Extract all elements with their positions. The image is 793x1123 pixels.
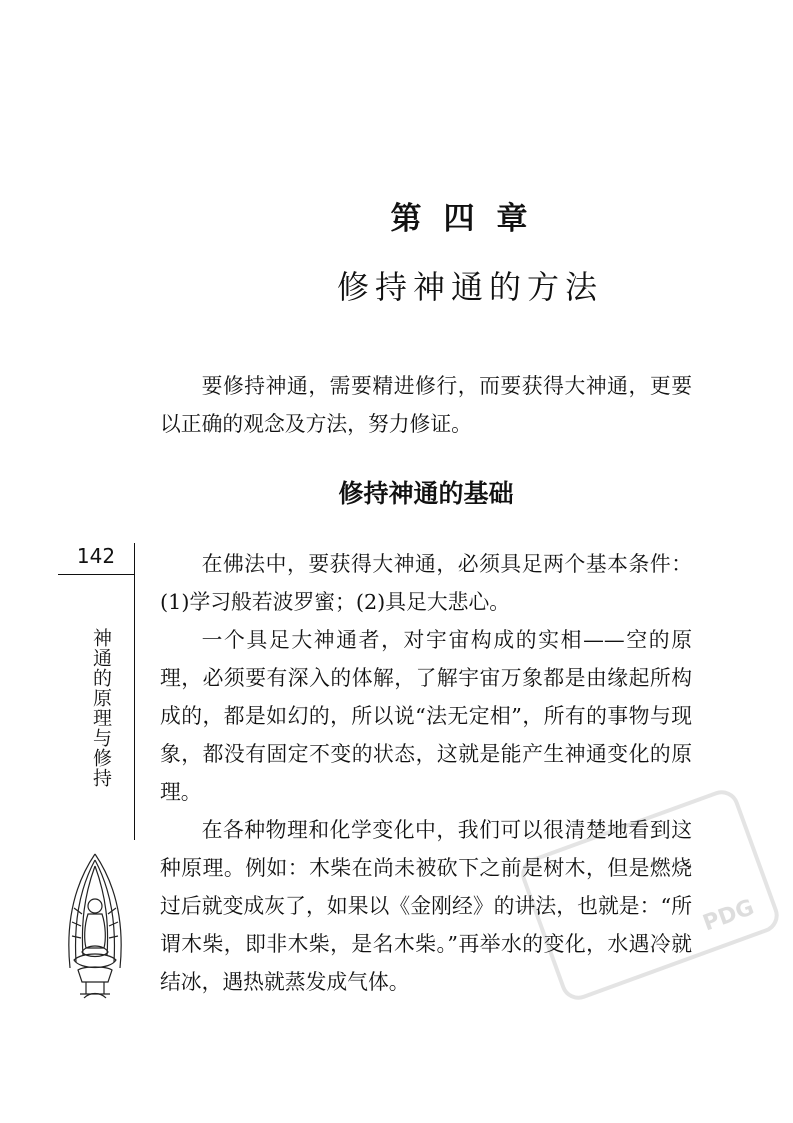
watermark-text: PDG: [699, 895, 758, 937]
body-paragraph-1: 在佛法中，要获得大神通，必须具足两个基本条件：(1)学习般若波罗蜜；(2)具足大悲心。: [160, 552, 692, 614]
running-title: 神通的原理与修持: [90, 628, 112, 788]
margin-divider: [134, 543, 135, 840]
page-number: 142: [76, 544, 116, 568]
chapter-number: 第四章: [390, 201, 550, 237]
chapter-title: 修持神通的方法: [336, 268, 603, 306]
intro-text: [160, 367, 692, 443]
page-number-rule: [58, 574, 134, 575]
body-paragraph-2: 一个具足大神通者，对宇宙构成的实相——空的原理，必须要有深入的体解，了解宇宙万象都是由缘起所构成的，都是如幻的，所以说“法无定相”，所有的事物与现象，都没有固定不变的状态，这就是能产生神通变化的原理。: [160, 628, 692, 804]
buddha-figure-icon: [62, 848, 128, 1006]
intro-paragraph: 要修持神通，需要精进修行，而要获得大神通，更要以正确的观念及方法，努力修证。: [160, 374, 692, 436]
section-heading: 修持神通的基础: [338, 479, 514, 508]
body-paragraph-3: 在各种物理和化学变化中，我们可以很清楚地看到这种原理。例如：木柴在尚未被砍下之前是树木，但是燃烧过后就变成灰了，如果以《金刚经》的讲法，也就是：“所谓木柴，即非木柴，是名木柴。”再举水的变化，水遇冷就结冰，遇热就蒸发成气体。: [160, 818, 692, 994]
